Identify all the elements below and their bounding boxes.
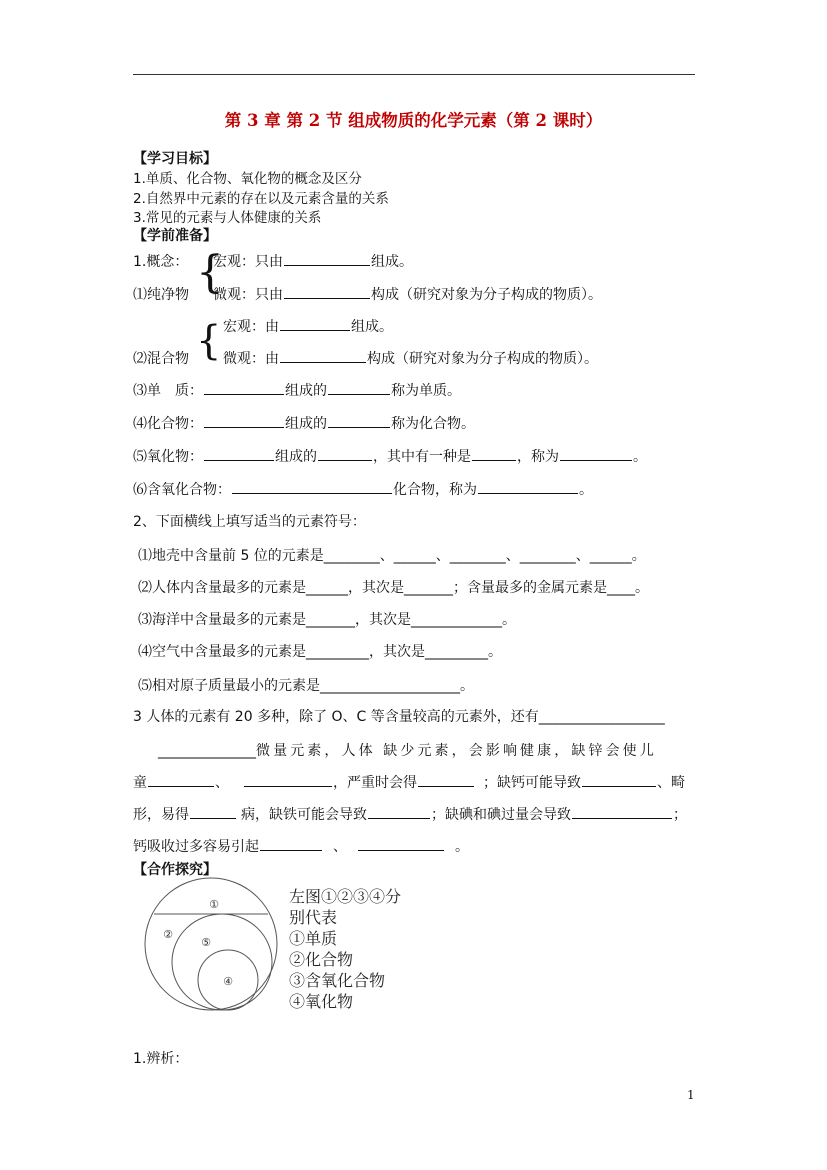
pure-label: ⑴纯净物 [133, 287, 189, 303]
analysis-heading: 1.辨析： [133, 1051, 189, 1067]
simple-substance-line: ⑶单 质： 组成的 称为单质。 [133, 380, 461, 400]
health-line-3: 童 、 ，严重时会得 ；缺钙可能导致 、畸 [133, 772, 685, 792]
oxygen-compound-line: ⑹含氧化合物： 化合物，称为 。 [133, 479, 593, 499]
goal-2: 2.自然界中元素的存在以及元素含量的关系 [133, 191, 389, 207]
health-line-5: 钙吸收过多容易引起 、 。 [133, 836, 469, 856]
mix-micro: 微观：由 构成（研究对象为分子构成的物质）。 [223, 348, 598, 368]
goal-3: 3.常见的元素与人体健康的关系 [133, 210, 322, 226]
circle-label-4: ④ [223, 975, 233, 988]
mix-macro: 宏观：由 组成。 [223, 316, 393, 336]
legend-line-5: ③含氧化合物 [289, 971, 386, 990]
pure-macro: 宏观：只由 组成。 [213, 251, 413, 271]
brace-pure: { [196, 247, 224, 298]
health-line-1: 3 人体的元素有 20 多种，除了 O、C 等含量较高的元素外，还有__________________ [133, 709, 665, 725]
pure-micro: 微观：只由 构成（研究对象为分子构成的物质）。 [213, 284, 602, 304]
mix-label: ⑵混合物 [133, 351, 189, 367]
prep-heading: 【学前准备】 [133, 228, 217, 244]
symbols-q5: ⑸相对原子质量最小的元素是____________________。 [138, 678, 474, 694]
oxide-line: ⑸氧化物： 组成的 ，其中有一种是 ，称为 。 [133, 446, 647, 466]
legend-line-2: 别代表 [289, 908, 338, 927]
legend-line-6: ④氧化物 [289, 992, 354, 1011]
symbols-q2: ⑵人体内含量最多的元素是______，其次是_______；含量最多的金属元素是____。 [138, 580, 649, 596]
symbols-intro: 2、下面横线上填写适当的元素符号： [133, 514, 366, 530]
coop-heading: 【合作探究】 [133, 862, 217, 878]
compound-line: ⑷化合物： 组成的 称为化合物。 [133, 413, 475, 433]
circle-label-3: ⑤ [201, 936, 211, 949]
symbols-q4: ⑷空气中含量最多的元素是_________，其次是_________。 [138, 644, 502, 660]
page-title: 第 3 章 第 2 节 组成物质的化学元素（第 2 课时） [224, 111, 603, 130]
goals-heading: 【学习目标】 [133, 151, 217, 167]
legend-line-3: ①单质 [289, 929, 338, 948]
brace-mix: { [196, 318, 222, 364]
page-number: 1 [687, 1088, 695, 1102]
legend-line-1: 左图①②③④分 [289, 887, 402, 906]
venn-diagram [140, 876, 280, 1012]
goal-1: 1.单质、化合物、氧化物的概念及区分 [133, 171, 362, 187]
concepts-intro: 1.概念： [133, 254, 189, 270]
diagram-legend [289, 886, 401, 1012]
header-rule [133, 74, 695, 75]
middle-circle [172, 914, 272, 1010]
circle-label-1: ① [209, 898, 219, 911]
circle-label-2: ② [163, 928, 173, 941]
symbols-q3: ⑶海洋中含量最多的元素是_______，其次是_____________。 [138, 612, 516, 628]
symbols-q1: ⑴地壳中含量前 5 位的元素是________、______、________、________、______。 [138, 548, 646, 564]
health-line-4: 形，易得 病，缺铁可能会导致 ；缺碘和碘过量会导致 ； [133, 804, 687, 824]
health-line-2: ______________微量元素，人体 缺少元素，会影响健康，缺锌会使儿 [158, 743, 657, 759]
legend-line-4: ②化合物 [289, 950, 354, 969]
